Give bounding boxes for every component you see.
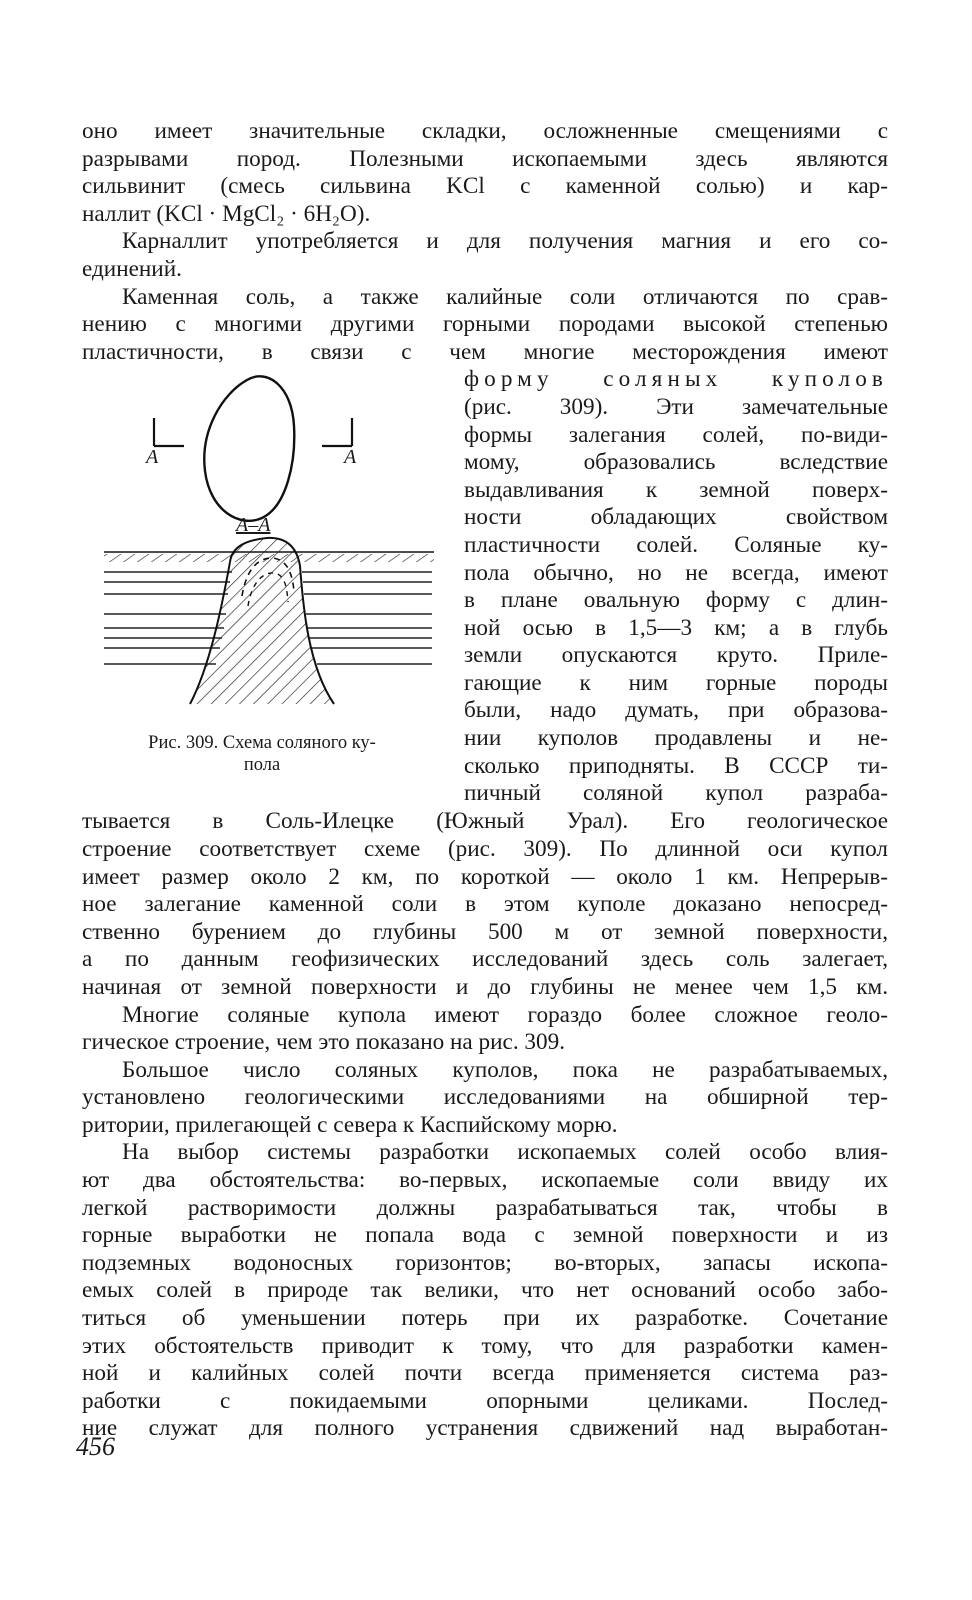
text-line: выдавливания к земной поверх-	[464, 476, 888, 503]
section-label-left: A	[146, 446, 159, 469]
text-line: пластичности, в связи с чем многие месторождения имеют	[82, 338, 888, 365]
text-line: разрывами пород. Полезными ископаемыми здесь являются	[82, 145, 888, 172]
text-line: земли опускаются круто. Приле-	[464, 642, 888, 669]
text-line: нению с многими другими горными породами высокой степенью	[82, 311, 888, 338]
caption-line: пола	[243, 755, 281, 776]
text-line: сколько приподняты. В СССР ти-	[464, 752, 888, 779]
page-body	[82, 118, 888, 1443]
text-line: ние служат для полного устранения сдвижений над выработан-	[82, 1415, 888, 1442]
text-line: установлено геологическими исследованиями на обширной тер-	[82, 1084, 888, 1111]
wrapped-paragraph	[464, 366, 888, 808]
figure-caption	[82, 732, 442, 776]
text-line: горные выработки не попала вода с земной поверхности и из	[82, 1222, 888, 1249]
text-line: имеет размер около 2 км, по короткой — около 1 км. Непрерыв-	[82, 863, 888, 890]
figure-309	[82, 366, 442, 808]
text-line: емых солей в природе так велики, что нет оснований особо забо-	[82, 1277, 888, 1304]
text-line: пластичности солей. Соляные ку-	[464, 531, 888, 558]
text-line: мому, образовались вследствие	[464, 449, 888, 476]
text-line: сильвинит (смесь сильвина KCl с каменной солью) и кар-	[82, 173, 888, 200]
text-line: легкой растворимости должны разрабатываться так, чтобы в	[82, 1194, 888, 1221]
text-line: ной осью в 1,5—3 км; а в глубь	[464, 614, 888, 641]
text-line: начиная от земной поверхности и до глубины не менее чем 1,5 км.	[82, 973, 888, 1000]
text-line: нии куполов продавлены и не-	[464, 725, 888, 752]
text-line: Каменная соль, а также калийные соли отличаются по срав-	[122, 283, 888, 310]
caption-line: Рис. 309. Схема соляного ку-	[148, 733, 376, 754]
text-line: наллит (KCl · MgCl₂ · 6H₂O).	[82, 200, 371, 227]
paragraph-bottom	[82, 808, 888, 1443]
text-line: подземных водоносных горизонтов; во-вторых, запасы ископа-	[82, 1249, 888, 1276]
text-line: были, надо думать, при образова-	[464, 697, 888, 724]
figure-wrap-block	[82, 366, 888, 808]
text-line: формы залегания солей, по-види-	[464, 421, 888, 448]
text-line: гическое строение, чем это показано на рис. 309.	[82, 1029, 565, 1056]
text-line: ности обладающих свойством	[464, 504, 888, 531]
text-line: тывается в Соль-Илецке (Южный Урал). Его геологическое	[82, 808, 888, 835]
text-line: этих обстоятельств приводит к тому, что для разработки камен-	[82, 1332, 888, 1359]
text-line: Карналлит употребляется и для получения магния и его со-	[122, 228, 888, 255]
text-line: (рис. 309). Эти замечательные	[464, 393, 888, 420]
dome-plan-outline	[204, 377, 294, 521]
text-line: Большое число соляных куполов, пока не разрабатываемых,	[122, 1056, 888, 1083]
text-line: На выбор системы разработки ископаемых солей особо влия-	[122, 1139, 888, 1166]
text-line: ственно бурением до глубины 500 м от земной поверхности,	[82, 918, 888, 945]
text-line: пола обычно, но не всегда, имеют	[464, 559, 888, 586]
text-line: строение соответствует схеме (рис. 309). По длинной оси купол	[82, 835, 888, 862]
text-line: Многие соляные купола имеют гораздо более сложное геоло-	[122, 1001, 888, 1028]
salt-dome-diagram	[82, 366, 442, 726]
text-line: ритории, прилегающей с севера к Каспийскому морю.	[82, 1111, 618, 1138]
page-number: 456	[76, 1432, 115, 1461]
text-line: ное залегание каменной соли в этом куполе доказано непосред-	[82, 891, 888, 918]
text-line: титься об уменьшении потерь при их разработке. Сочетание	[82, 1305, 888, 1332]
section-title: A–A	[236, 514, 271, 537]
text-line: а по данным геофизических исследований здесь соль залегает,	[82, 946, 888, 973]
text-line: пичный соляной купол разраба-	[464, 780, 888, 807]
text-line: работки с покидаемыми опорными целиками. Послед-	[82, 1387, 888, 1414]
section-label-right: A	[344, 446, 357, 469]
text-line: оно имеет значительные складки, осложненные смещениями с	[82, 118, 888, 144]
text-line: в плане овальную форму с длин-	[464, 587, 888, 614]
text-line: ной и калийных солей почти всегда применяется система раз-	[82, 1360, 888, 1387]
text-line: ют два обстоятельства: во-первых, ископаемые соли ввиду их	[82, 1167, 888, 1194]
text-line: форму соляных куполов	[464, 366, 888, 393]
text-line: гающие к ним горные породы	[464, 669, 888, 696]
text-line: единений.	[82, 255, 182, 282]
paragraph-top	[82, 118, 888, 366]
